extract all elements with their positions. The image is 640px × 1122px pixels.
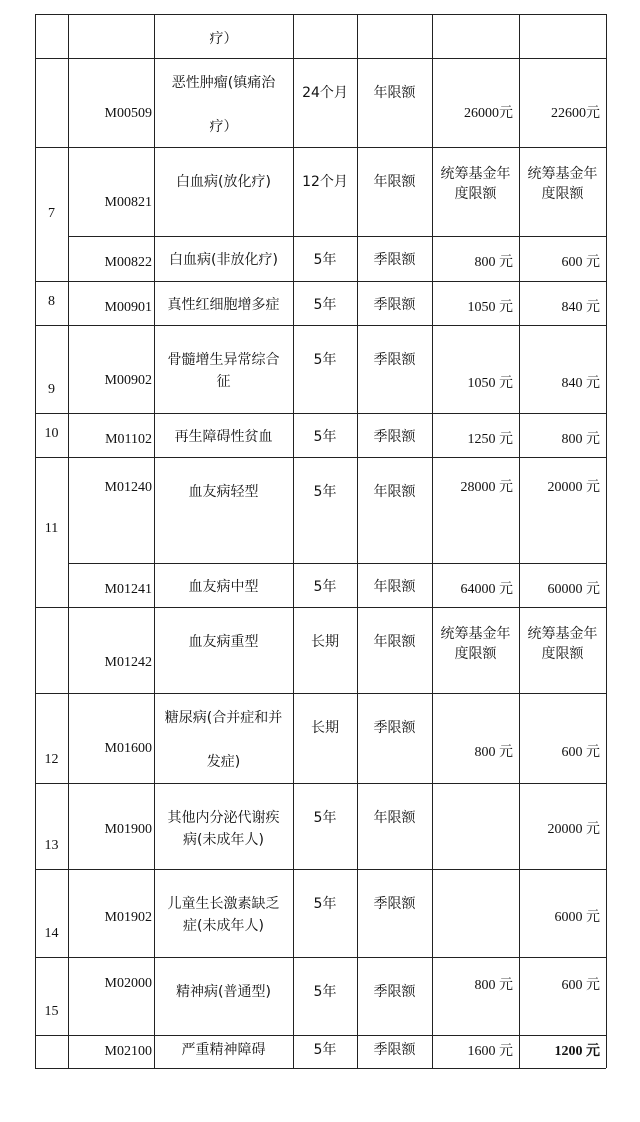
limit-type: 季限额 (373, 720, 416, 736)
disease-name: 血友病重型 (188, 634, 259, 650)
limit-amount: 1600 元 (467, 1044, 513, 1059)
treatment-period: 12个月 (302, 174, 348, 190)
limit-amount: 统筹基金年 (440, 166, 511, 182)
disease-name: 其他内分泌代谢疾 (167, 810, 280, 826)
limit-type: 季限额 (373, 1042, 416, 1058)
treatment-period: 长期 (311, 720, 339, 736)
limit-amount: 60000 元 (547, 582, 600, 597)
disease-name: 血友病中型 (188, 579, 259, 595)
treatment-period: 5年 (313, 429, 337, 445)
treatment-period: 5年 (313, 297, 337, 313)
treatment-period: 5年 (313, 1042, 337, 1058)
limit-type: 季限额 (373, 352, 416, 368)
limit-amount: 1050 元 (467, 376, 513, 391)
disease-code: M01241 (104, 582, 152, 597)
disease-code: M00821 (104, 195, 152, 210)
limit-amount: 26000元 (464, 106, 513, 121)
disease-name: 血友病轻型 (188, 484, 259, 500)
disease-name: 白血病(放化疗) (176, 174, 271, 190)
row-number: 7 (48, 206, 55, 221)
limit-amount: 度限额 (541, 186, 584, 202)
limit-amount: 600 元 (561, 745, 600, 760)
disease-code: M00902 (104, 373, 152, 388)
disease-name: 疗） (209, 119, 238, 135)
limit-type: 年限额 (373, 174, 416, 190)
limit-amount: 度限额 (454, 646, 497, 662)
limit-type: 季限额 (373, 297, 416, 313)
row-number: 9 (48, 382, 55, 397)
disease-name: 病(未成年人) (183, 832, 264, 848)
limit-amount: 20000 元 (547, 822, 600, 837)
limit-amount: 28000 元 (460, 480, 513, 495)
disease-name: 白血病(非放化疗) (169, 252, 278, 268)
disease-code: M00901 (104, 300, 152, 315)
limit-type: 年限额 (373, 579, 416, 595)
limit-amount: 1200 元 (554, 1044, 600, 1059)
treatment-period: 5年 (313, 896, 337, 912)
disease-name: 发症) (206, 754, 241, 770)
limit-type: 年限额 (373, 85, 416, 101)
disease-code: M02100 (104, 1044, 152, 1059)
row-number: 14 (44, 926, 59, 941)
disease-name: 疗） (209, 31, 238, 47)
limit-amount: 22600元 (551, 106, 600, 121)
treatment-period: 5年 (313, 352, 337, 368)
row-number: 12 (44, 752, 59, 767)
limit-amount: 840 元 (561, 300, 600, 315)
disease-name: 恶性肿瘤(镇痛治 (171, 75, 276, 91)
limit-amount: 6000 元 (554, 910, 600, 925)
limit-amount: 统筹基金年 (527, 626, 598, 642)
limit-amount: 840 元 (561, 376, 600, 391)
disease-code: M01240 (104, 480, 152, 495)
limit-type: 年限额 (373, 634, 416, 650)
disease-code: M01600 (104, 741, 152, 756)
limit-amount: 1250 元 (467, 432, 513, 447)
limit-amount: 800 元 (561, 432, 600, 447)
treatment-period: 5年 (313, 484, 337, 500)
disease-code: M01900 (104, 822, 152, 837)
disease-name: 严重精神障碍 (181, 1042, 266, 1058)
limit-amount: 600 元 (561, 978, 600, 993)
row-number: 8 (48, 294, 55, 309)
limit-amount: 800 元 (474, 978, 513, 993)
limit-type: 年限额 (373, 484, 416, 500)
limit-amount: 800 元 (474, 255, 513, 270)
treatment-period: 5年 (313, 252, 337, 268)
disease-code: M00822 (104, 255, 152, 270)
limit-amount: 600 元 (561, 255, 600, 270)
row-number: 15 (44, 1004, 59, 1019)
disease-code: M00509 (104, 106, 152, 121)
limit-amount: 统筹基金年 (527, 166, 598, 182)
limit-type: 年限额 (373, 810, 416, 826)
disease-name: 骨髓增生异常综合 (167, 352, 280, 368)
limit-type: 季限额 (373, 984, 416, 1000)
row-number: 13 (44, 838, 59, 853)
limit-amount: 64000 元 (460, 582, 513, 597)
disease-name: 真性红细胞增多症 (167, 297, 280, 313)
treatment-period: 24个月 (302, 85, 348, 101)
limit-amount: 统筹基金年 (440, 626, 511, 642)
row-number: 10 (44, 426, 59, 441)
limit-amount: 20000 元 (547, 480, 600, 495)
disease-code: M01242 (104, 655, 152, 670)
disease-code: M01902 (104, 910, 152, 925)
disease-name: 精神病(普通型) (176, 984, 271, 1000)
limit-type: 季限额 (373, 896, 416, 912)
disease-name: 再生障碍性贫血 (174, 429, 273, 445)
limit-amount: 800 元 (474, 745, 513, 760)
treatment-period: 5年 (313, 984, 337, 1000)
treatment-period: 5年 (313, 810, 337, 826)
limit-type: 季限额 (373, 429, 416, 445)
disease-code: M01102 (105, 432, 152, 447)
treatment-period: 5年 (313, 579, 337, 595)
limit-amount: 度限额 (454, 186, 497, 202)
row-number: 11 (44, 521, 59, 536)
disease-name: 症(未成年人) (183, 918, 264, 934)
disease-name: 征 (216, 374, 231, 390)
disease-code: M02000 (104, 976, 152, 991)
limit-type: 季限额 (373, 252, 416, 268)
disease-name: 糖尿病(合并症和并 (164, 710, 283, 726)
limit-amount: 1050 元 (467, 300, 513, 315)
treatment-period: 长期 (311, 634, 339, 650)
limit-amount: 度限额 (541, 646, 584, 662)
disease-name: 儿童生长激素缺乏 (167, 896, 280, 912)
